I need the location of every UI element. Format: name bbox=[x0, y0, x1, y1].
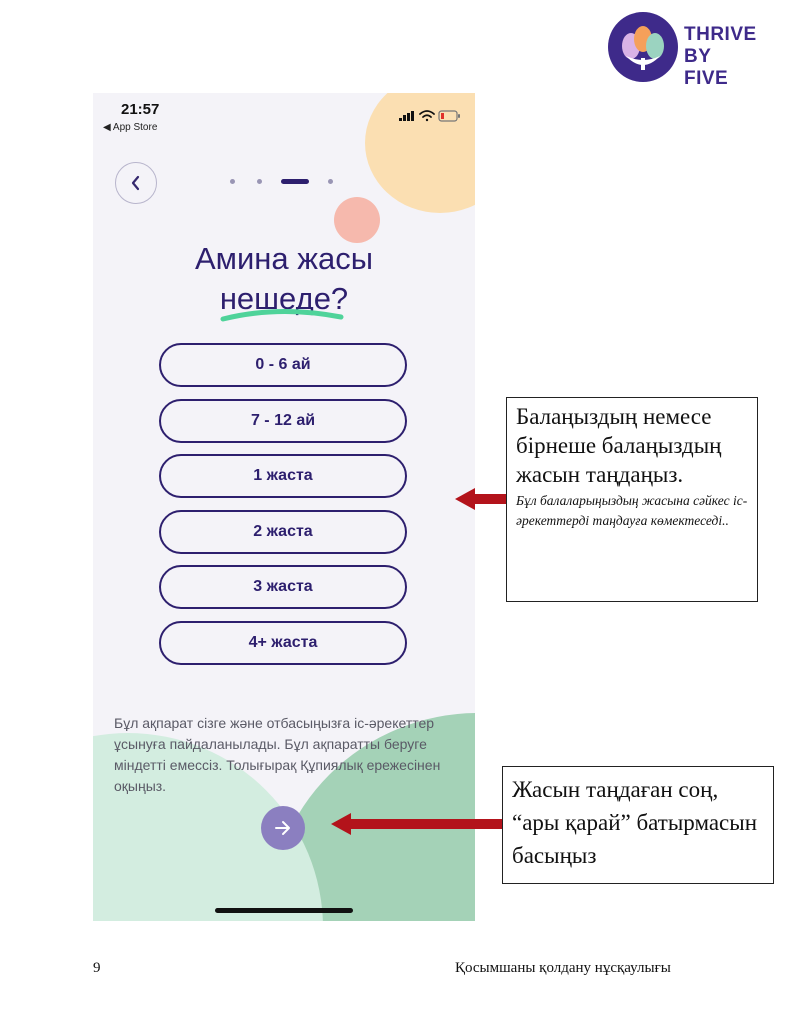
pink-dot-decoration bbox=[334, 197, 380, 243]
arrow-left-icon bbox=[455, 488, 507, 510]
page-dot bbox=[257, 179, 262, 184]
callout-select-age-text: Балаңыздың немесе бірнеше балаңыздың жасын таңдаңыз. bbox=[516, 404, 722, 487]
age-option-0-6-months[interactable]: 0 - 6 ай bbox=[159, 343, 407, 387]
home-indicator bbox=[215, 908, 353, 913]
title-underline-decoration bbox=[219, 303, 345, 327]
status-time: 21:57 bbox=[121, 101, 160, 118]
page-number: 9 bbox=[93, 960, 101, 976]
wifi-icon bbox=[420, 111, 434, 121]
callout-press-next bbox=[502, 766, 774, 884]
footer-title: Қосымшаны қолдану нұсқаулығы bbox=[455, 960, 671, 976]
age-option-2-years[interactable]: 2 жаста bbox=[159, 510, 407, 554]
callout-select-age-note: Бұл балаларыңыздың жасына сәйкес іс-әрекеттерді таңдауға көмектеседі.. bbox=[516, 493, 748, 528]
arrow-right-icon bbox=[274, 820, 292, 836]
age-option-3-years[interactable]: 3 жаста bbox=[159, 565, 407, 609]
arrow-left-icon bbox=[331, 813, 503, 835]
back-button[interactable] bbox=[115, 162, 157, 204]
logo-text-line2: BY FIVE bbox=[684, 46, 729, 89]
next-button[interactable] bbox=[261, 806, 305, 850]
age-options-list bbox=[159, 343, 407, 676]
status-icons bbox=[399, 108, 461, 122]
privacy-info-text: Бұл ақпарат сізге және отбасыңызға іс-әрекеттер ұсынуға пайдаланылады. Бұл ақпаратты беруге міндетті емессіз. Толығырақ Құпиялық ережесінен оқыңыз. bbox=[114, 715, 441, 794]
page-dot bbox=[230, 179, 235, 184]
phone-screenshot bbox=[93, 93, 475, 921]
thrive-by-five-logo bbox=[608, 12, 758, 89]
signal-icon bbox=[399, 111, 414, 121]
age-option-1-year[interactable]: 1 жаста bbox=[159, 454, 407, 498]
chevron-left-icon bbox=[129, 175, 143, 191]
age-option-4-plus-years[interactable]: 4+ жаста bbox=[159, 621, 407, 665]
battery-icon bbox=[439, 111, 460, 121]
page-indicator bbox=[230, 177, 340, 187]
callout-press-next-text: Жасын таңдаған соң, “ары қарай” батырмасын басыңыз bbox=[512, 777, 758, 868]
age-option-7-12-months[interactable]: 7 - 12 ай bbox=[159, 399, 407, 443]
page-dot-active bbox=[281, 179, 309, 184]
title-line2: нешеде? bbox=[219, 281, 349, 316]
logo-text-line1: THRIVE bbox=[684, 24, 757, 45]
logo-flower-icon bbox=[608, 12, 678, 82]
callout-select-age bbox=[506, 397, 758, 602]
page-dot bbox=[328, 179, 333, 184]
back-to-app-store-link[interactable]: ◀ App Store bbox=[103, 122, 158, 133]
title-line1: Амина жасы bbox=[194, 241, 374, 276]
